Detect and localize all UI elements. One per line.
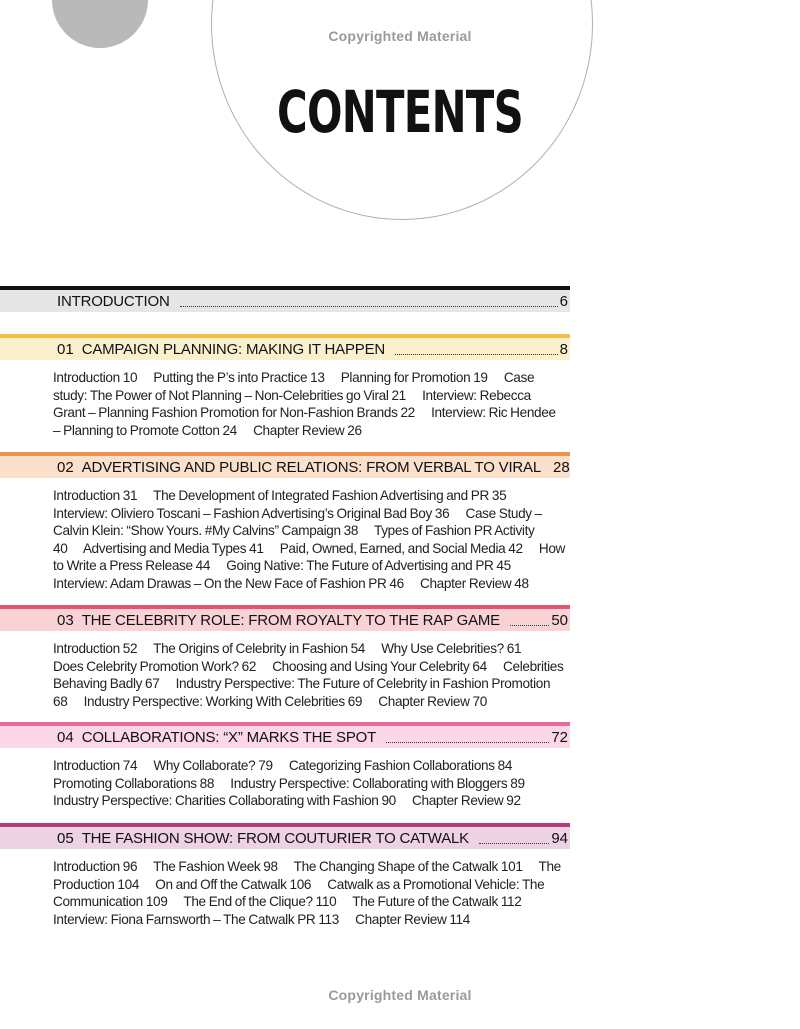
toc-entry[interactable]: Putting the P’s into Practice 13 — [153, 370, 325, 385]
section-header-band[interactable] — [0, 827, 570, 849]
dot-leader — [395, 354, 558, 355]
toc-entry[interactable]: Choosing and Using Your Celebrity 64 — [272, 658, 487, 674]
toc-entry[interactable]: Introduction 96 — [53, 859, 138, 874]
watermark-bottom: Copyrighted Material — [328, 987, 472, 1003]
toc-entry[interactable]: Interview: Rebecca Grant – Planning Fashion Promotion for Non-Fashion Brands 22 — [53, 387, 531, 421]
toc-entry[interactable]: The Changing Shape of the Catwalk 101 — [293, 859, 523, 874]
section-header-band[interactable] — [0, 290, 570, 312]
chapter-title: ADVERTISING AND PUBLIC RELATIONS: FROM VERBAL TO VIRAL — [81, 459, 542, 476]
toc-entry[interactable]: The Production 104 — [53, 859, 561, 892]
chapter-page-number: 94 — [551, 830, 568, 847]
chapter-page-number: 6 — [559, 293, 568, 310]
toc-entry[interactable]: Chapter Review 92 — [412, 793, 521, 809]
toc-section — [0, 286, 570, 321]
toc-entry[interactable]: Industry Perspective: The Future of Celebrity in Fashion Promotion 68 — [53, 676, 551, 709]
dot-leader — [479, 843, 549, 844]
toc-entry[interactable]: Industry Perspective: Collaborating with Bloggers 89 — [230, 775, 525, 791]
chapter-title: THE CELEBRITY ROLE: FROM ROYALTY TO THE RAP GAME — [81, 612, 500, 629]
toc-entry[interactable]: Celebrities Behaving Badly 67 — [53, 658, 564, 692]
watermark-top: Copyrighted Material — [328, 28, 472, 44]
chapter-page-number: 28 — [553, 459, 570, 476]
toc-entry[interactable]: Going Native: The Future of Advertising and PR 45 — [226, 558, 511, 574]
toc-entry[interactable]: Promoting Collaborations 88 — [53, 775, 215, 791]
toc-chapter-04 — [0, 722, 570, 810]
toc-entry[interactable]: The Future of the Catwalk 112 — [352, 894, 522, 910]
page-title: CONTENTS — [277, 78, 523, 146]
toc-entry[interactable]: Interview: Oliviero Toscani – Fashion Advertising’s Original Bad Boy 36 — [53, 505, 450, 521]
toc-entry[interactable]: Chapter Review 114 — [355, 911, 470, 927]
toc-chapter-01 — [0, 334, 570, 439]
toc-chapter-02 — [0, 452, 570, 593]
chapter-title: CAMPAIGN PLANNING: MAKING IT HAPPEN — [81, 341, 386, 358]
toc-entry[interactable]: On and Off the Catwalk 106 — [155, 876, 312, 892]
section-entries — [53, 369, 565, 439]
chapter-number: 04 — [57, 729, 74, 746]
toc-entry[interactable]: Does Celebrity Promotion Work? 62 — [53, 658, 257, 674]
toc-entry[interactable]: Interview: Ric Hendee – Planning to Promote Cotton 24 — [53, 405, 556, 438]
toc-entry[interactable]: Advertising and Media Types 41 — [82, 540, 264, 556]
chapter-page-number: 72 — [551, 729, 568, 746]
toc-chapter-05 — [0, 823, 570, 928]
toc-entry[interactable]: Planning for Promotion 19 — [340, 370, 488, 385]
toc-entry[interactable]: Interview: Fiona Farnsworth – The Catwalk PR 113 — [53, 911, 339, 927]
toc-entry[interactable]: Chapter Review 48 — [420, 575, 529, 591]
chapter-number: 05 — [57, 830, 74, 847]
dot-leader — [510, 625, 549, 626]
toc-entry[interactable]: Industry Perspective: Working With Celebrities 69 — [83, 693, 363, 709]
chapter-number: 03 — [57, 612, 74, 629]
chapter-page-number: 8 — [559, 341, 568, 358]
toc-entry[interactable]: Why Use Celebrities? 61 — [381, 641, 522, 656]
section-entries — [53, 757, 565, 810]
toc-entry[interactable]: Industry Perspective: Charities Collaborating with Fashion 90 — [53, 793, 396, 809]
toc-entry[interactable]: Chapter Review 70 — [378, 693, 487, 709]
toc-entry[interactable]: Catwalk as a Promotional Vehicle: The Communication 109 — [53, 876, 545, 910]
toc-entry[interactable]: The Development of Integrated Fashion Advertising and PR 35 — [153, 488, 507, 503]
chapter-title: INTRODUCTION — [57, 293, 170, 310]
section-entries — [53, 487, 565, 593]
dot-leader — [386, 742, 549, 743]
section-entries — [53, 640, 565, 710]
section-entries — [53, 858, 565, 928]
toc-entry[interactable]: Introduction 31 — [53, 488, 138, 503]
chapter-number: 01 — [57, 341, 74, 358]
toc-entry[interactable]: Chapter Review 26 — [253, 422, 362, 438]
dot-leader — [180, 306, 558, 307]
toc-entry[interactable]: The Origins of Celebrity in Fashion 54 — [153, 641, 366, 656]
section-header-band[interactable] — [0, 456, 570, 478]
section-header-band[interactable] — [0, 726, 570, 748]
toc-entry[interactable]: The End of the Clique? 110 — [183, 894, 337, 910]
toc-entry[interactable]: The Fashion Week 98 — [153, 859, 278, 874]
section-header-band[interactable] — [0, 338, 570, 360]
toc-entry[interactable]: Case study: The Power of Not Planning – Non-Celebrities go Viral 21 — [53, 370, 535, 403]
chapter-title: COLLABORATIONS: “X” MARKS THE SPOT — [81, 729, 377, 746]
chapter-title: THE FASHION SHOW: FROM COUTURIER TO CATWALK — [81, 830, 469, 847]
chapter-number: 02 — [57, 459, 74, 476]
toc-entry[interactable]: Introduction 10 — [53, 370, 138, 385]
section-header-band[interactable] — [0, 609, 570, 631]
toc-chapter-03 — [0, 605, 570, 710]
toc-entry[interactable]: How to Write a Press Release 44 — [53, 540, 566, 574]
toc-entry[interactable]: Why Collaborate? 79 — [153, 758, 273, 773]
toc-entry[interactable]: Interview: Adam Drawas – On the New Face of Fashion PR 46 — [53, 575, 404, 591]
toc-entry[interactable]: Introduction 74 — [53, 758, 138, 773]
toc-entry[interactable]: Case Study – Calvin Klein: “Show Yours. #My Calvins” Campaign 38 — [53, 505, 542, 539]
toc-entry[interactable]: Categorizing Fashion Collaborations 84 — [288, 758, 513, 773]
toc-entry[interactable]: Paid, Owned, Earned, and Social Media 42 — [279, 540, 523, 556]
toc-entry[interactable]: Introduction 52 — [53, 641, 138, 656]
chapter-page-number: 50 — [551, 612, 568, 629]
toc-entry[interactable]: Types of Fashion PR Activity 40 — [53, 523, 535, 556]
